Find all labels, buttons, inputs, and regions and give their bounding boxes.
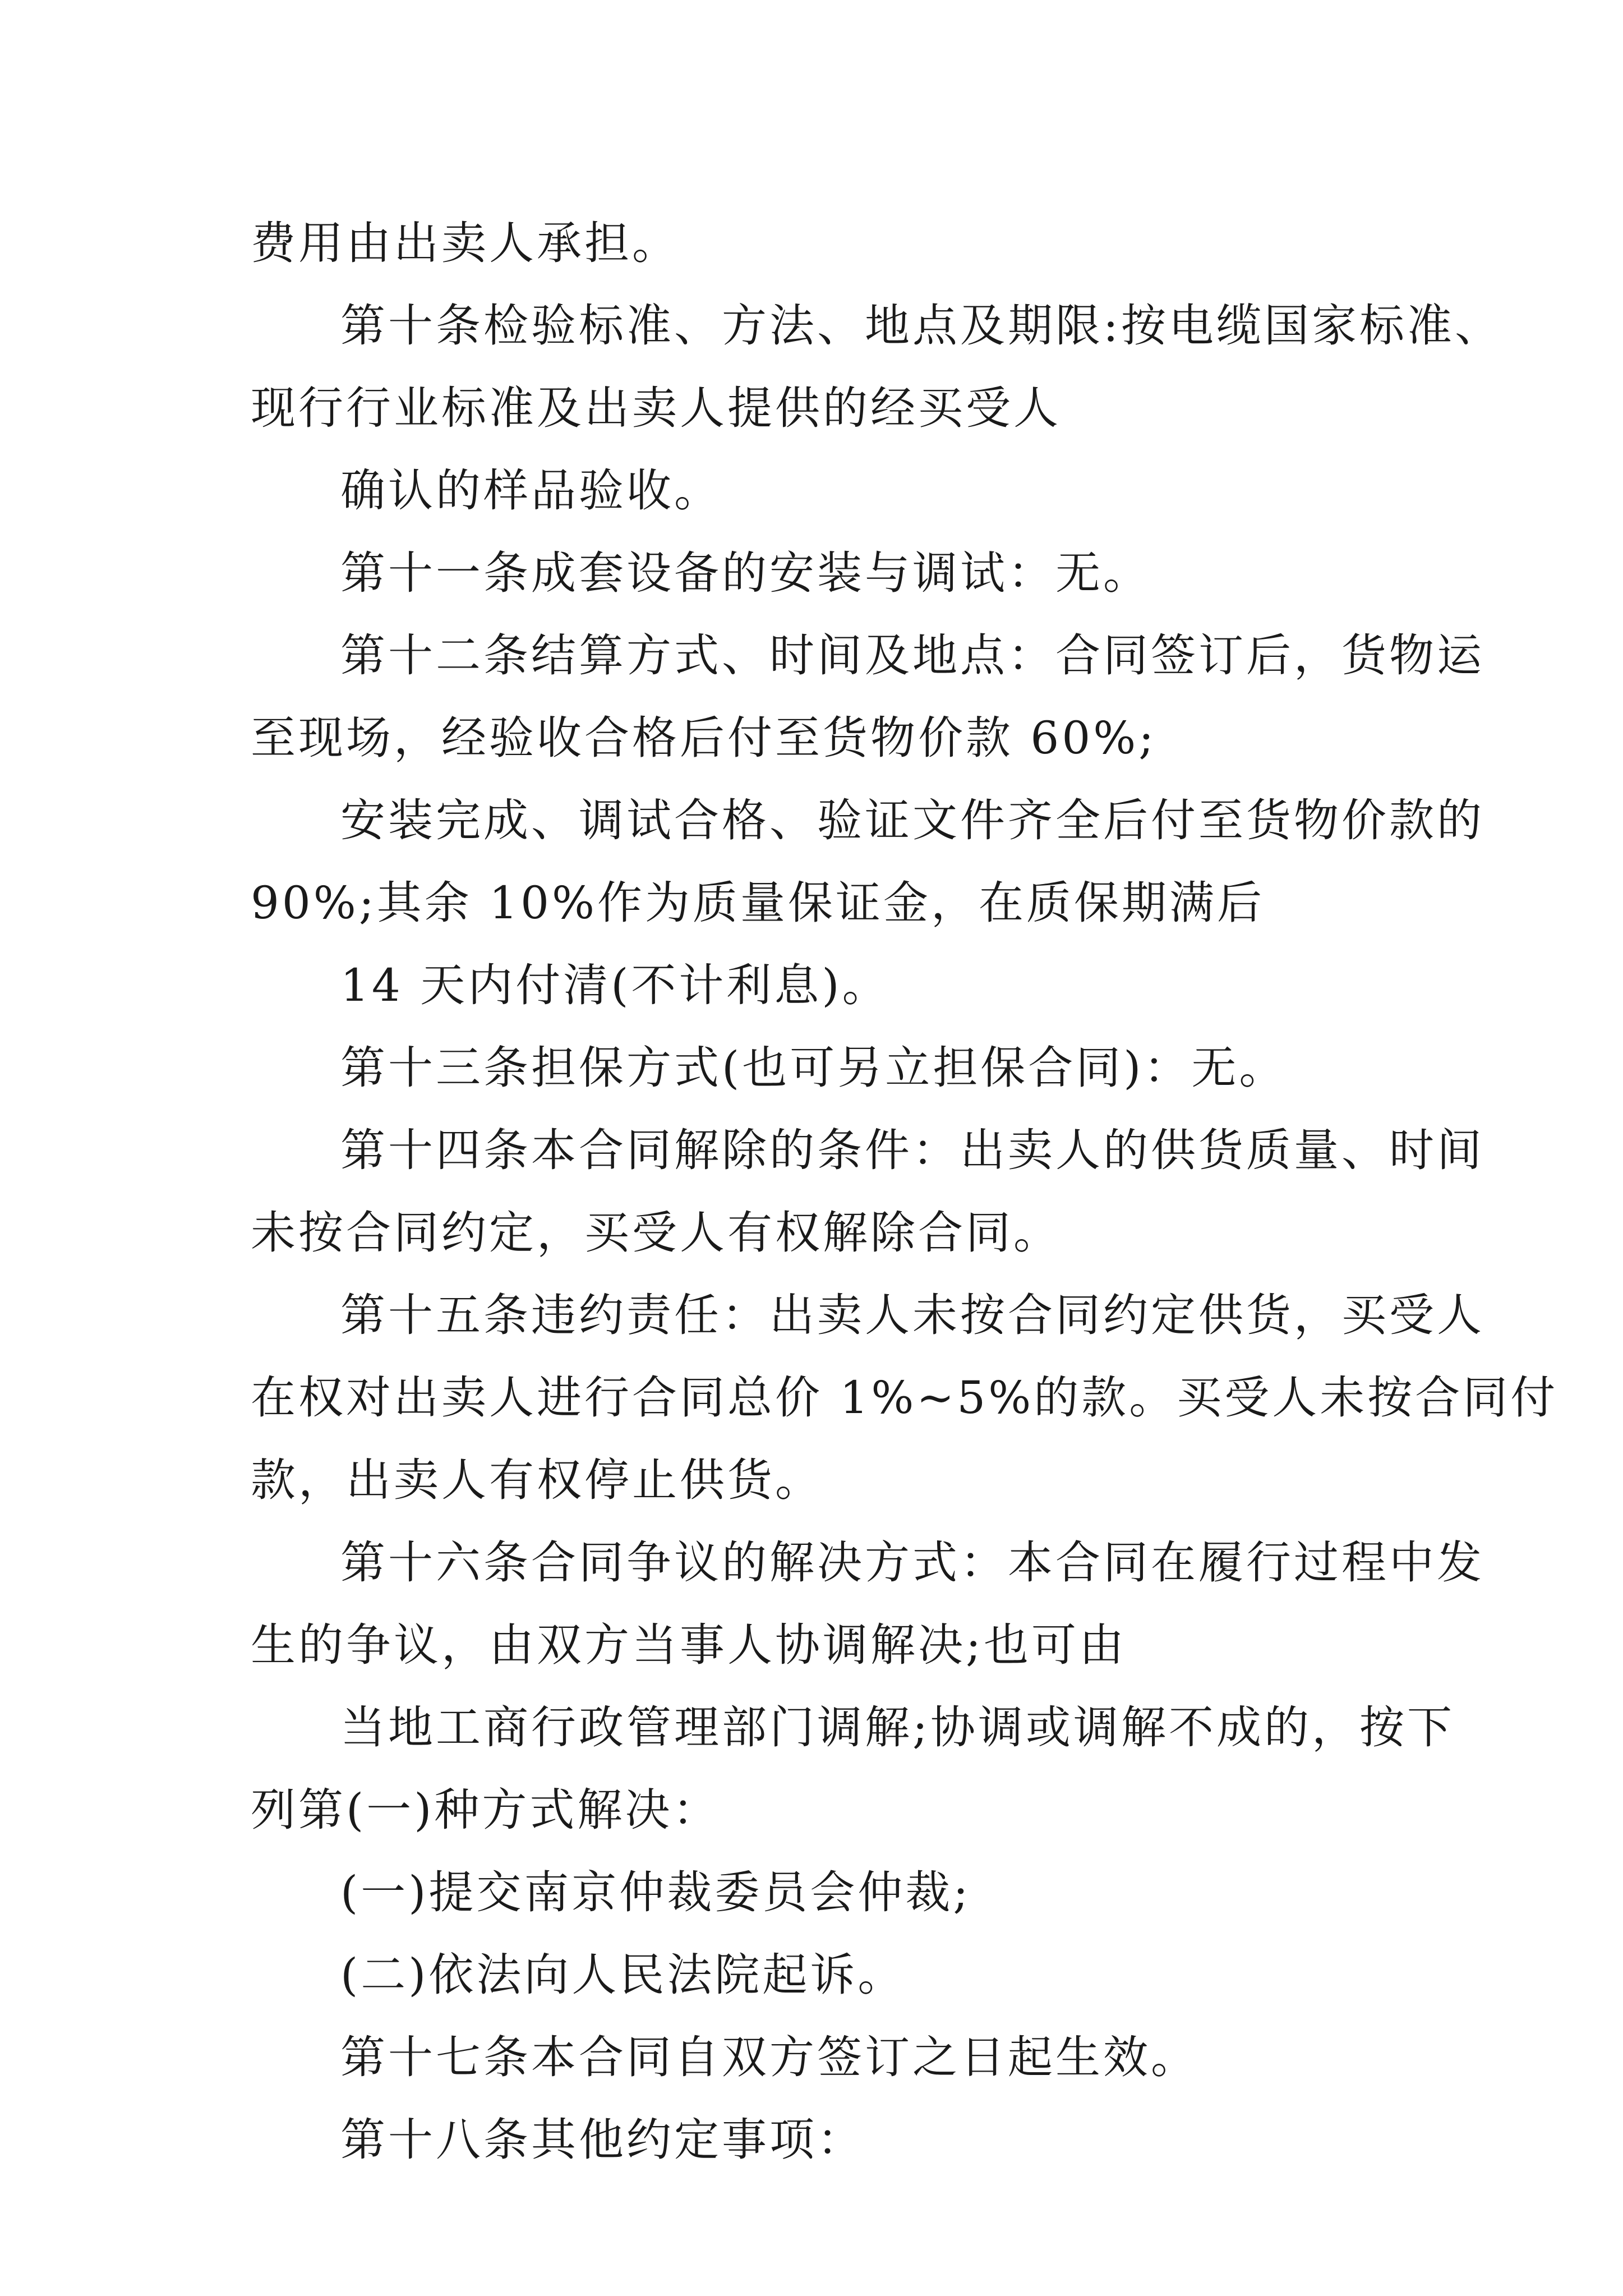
contract-text <box>251 202 1559 2181</box>
text-line: 14 天内付清(不计利息)。 <box>340 959 890 1011</box>
text-line: 第十五条违约责任：出卖人未按合同约定供货，买受人 <box>340 1289 1484 1341</box>
text-line: 90%;其余 10%作为质量保证金，在质保期满后 <box>251 877 1265 929</box>
text-line: 第十二条结算方式、时间及地点：合同签订后，货物运 <box>340 629 1484 682</box>
text-line: 第十三条担保方式(也可另立担保合同)：无。 <box>340 1042 1287 1094</box>
text-line: 款，出卖人有权停止供货。 <box>251 1454 823 1506</box>
text-line: 第十七条本合同自双方签订之日起生效。 <box>340 2031 1198 2083</box>
text-line: 费用由出卖人承担。 <box>251 217 680 269</box>
text-line: (一)提交南京仲裁委员会仲裁; <box>340 1866 971 1918</box>
text-line: 第十一条成套设备的安装与调试：无。 <box>340 547 1151 599</box>
text-line: 确认的样品验收。 <box>340 464 722 517</box>
text-line: 在权对出卖人进行合同总价 1%~5%的款。买受人未按合同付 <box>251 1372 1559 1424</box>
text-line: 安装完成、调试合格、验证文件齐全后付至货物价款的 <box>340 794 1484 846</box>
text-line: 列第(一)种方式解决： <box>251 1784 721 1836</box>
text-line: 生的争议，由双方当事人协调解决;也可由 <box>251 1619 1127 1671</box>
text-line: 当地工商行政管理部门调解;协调或调解不成的，按下 <box>340 1701 1455 1754</box>
text-line: 第十六条合同争议的解决方式：本合同在履行过程中发 <box>340 1536 1484 1589</box>
text-line: 现行行业标准及出卖人提供的经买受人 <box>251 382 1061 434</box>
text-line: 至现场，经验收合格后付至货物价款 60%; <box>251 712 1157 764</box>
text-line: (二)依法向人民法院起诉。 <box>340 1949 906 2001</box>
text-line: 未按合同约定，买受人有权解除合同。 <box>251 1207 1061 1259</box>
text-line: 第十条检验标准、方法、地点及期限:按电缆国家标准、 <box>340 300 1502 352</box>
text-line: 第十八条其他约定事项： <box>340 2114 865 2166</box>
text-line: 第十四条本合同解除的条件：出卖人的供货质量、时间 <box>340 1124 1484 1176</box>
